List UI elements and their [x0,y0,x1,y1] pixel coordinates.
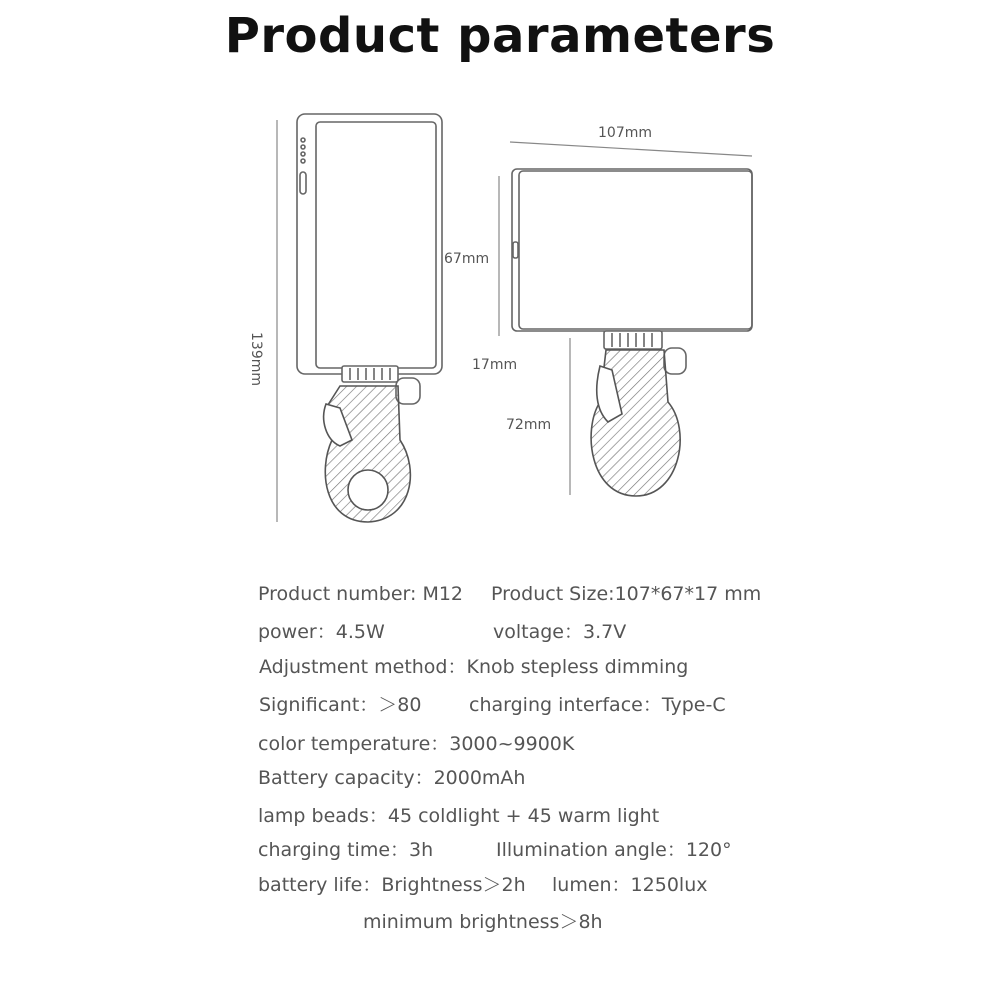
spec-lumen: lumen：1250lux [552,874,708,896]
left-light-view [277,114,442,522]
spec-charging-time: charging time：3h [258,839,434,861]
spec-adjustment: Adjustment method：Knob stepless dimming [259,656,689,678]
spec-product-size: Product Size:107*67*17 mm [491,583,762,605]
spec-charging-interface: charging interface：Type-C [469,694,726,716]
spec-product-number: Product number: M12 [258,583,464,605]
page-title: Product parameters [224,8,776,64]
dim-height-label: 139mm [248,332,264,386]
spec-color-temperature: color temperature：3000~9900K [258,733,575,755]
spec-power: power：4.5W [258,621,385,643]
spec-significant: Significant：＞80 [259,694,422,716]
spec-illumination-angle: Illumination angle：120° [496,839,732,861]
dim-panel-height-label: 67mm [444,251,490,267]
spec-battery-capacity: Battery capacity：2000mAh [258,767,526,789]
spec-lamp-beads: lamp beads：45 coldlight + 45 warm light [258,805,660,827]
spec-minimum-brightness: minimum brightness＞8h [363,911,603,933]
dim-width-label: 107mm [598,125,652,141]
right-light-view [499,142,752,496]
dim-thickness-label: 17mm [472,357,518,373]
spec-battery-life: battery life：Brightness＞2h [258,874,526,896]
dim-clip-height-label: 72mm [506,417,552,433]
spec-voltage: voltage：3.7V [493,621,627,643]
